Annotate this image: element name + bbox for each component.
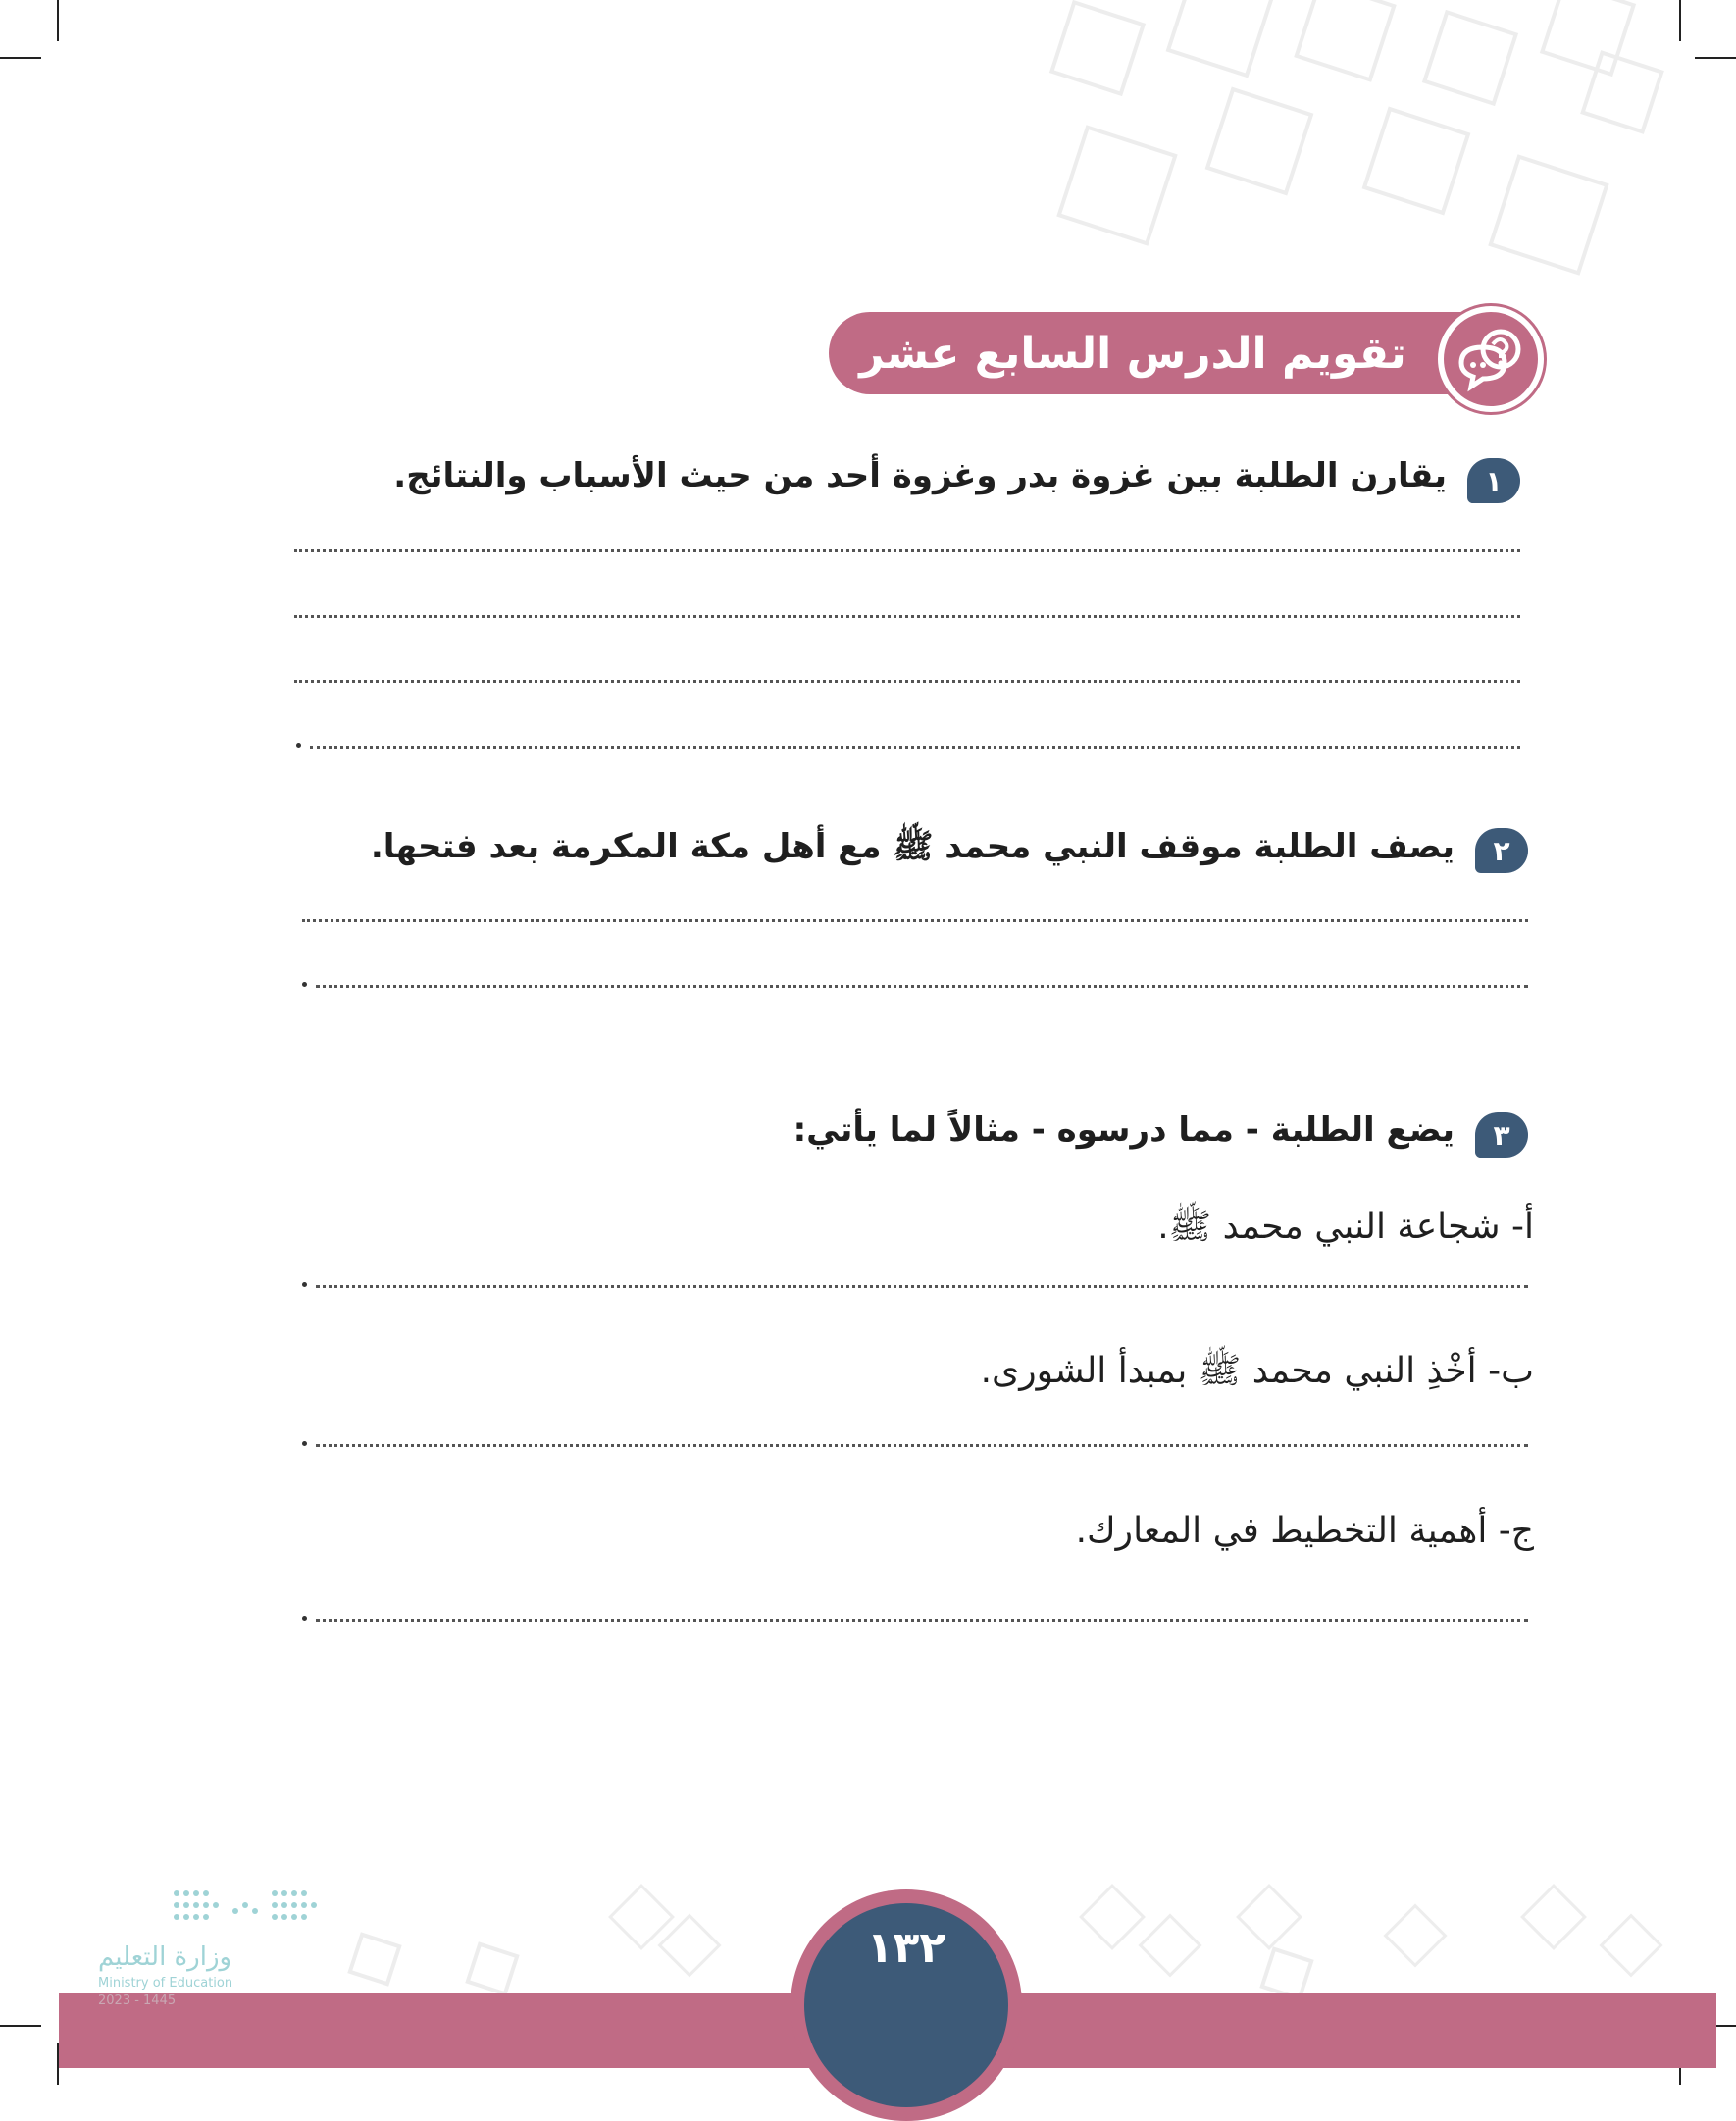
line-end-dot [302,1282,307,1287]
line-end-dot [302,1616,307,1621]
crop-mark [0,57,41,59]
crop-mark [57,0,59,41]
answer-line [316,985,1528,988]
ministry-name-ar: وزارة التعليم [98,1942,232,1972]
answer-line [294,615,1520,618]
edition-year: 2023 - 1445 [98,1993,177,2008]
page-number: ١٣٢ [866,1923,946,1973]
answer-line [294,680,1520,683]
answer-line [316,1285,1528,1288]
question-3-text: يضع الطلبة - مما درسوه - مثالاً لما يأتي: [792,1111,1455,1150]
sub-item-b: ب- أخْذِ النبي محمد ﷺ بمبدأ الشورى. [980,1351,1534,1391]
line-end-dot [302,1441,307,1446]
ministry-name-en: Ministry of Education [98,1976,233,1991]
answer-line [316,1619,1528,1622]
question-1-text: يقارن الطلبة بين غزوة بدر وغزوة أحد من حيث الأسباب والنتائج. [393,456,1447,495]
speech-question-icon [1438,306,1544,412]
answer-line [294,549,1520,552]
crop-mark [1679,0,1681,41]
line-end-dot [302,982,307,987]
lesson-header [829,312,1506,394]
crop-mark [1695,57,1736,59]
answer-line [316,1444,1528,1447]
sub-item-c: ج- أهمية التخطيط في المعارك. [1075,1511,1534,1551]
answer-line [302,919,1528,922]
question-number-badge: ٣ [1475,1112,1528,1158]
answer-line [310,746,1520,749]
sub-item-a: أ- شجاعة النبي محمد ﷺ. [1157,1207,1534,1247]
crop-mark [0,2025,41,2027]
question-number-badge: ٢ [1475,828,1528,873]
question-2-text: يصف الطلبة موقف النبي محمد ﷺ مع أهل مكة المكرمة بعد فتحها. [370,827,1455,866]
question-number-badge: ١ [1467,458,1520,503]
page-title: تقويم الدرس السابع عشر [859,328,1406,379]
line-end-dot [296,743,301,748]
